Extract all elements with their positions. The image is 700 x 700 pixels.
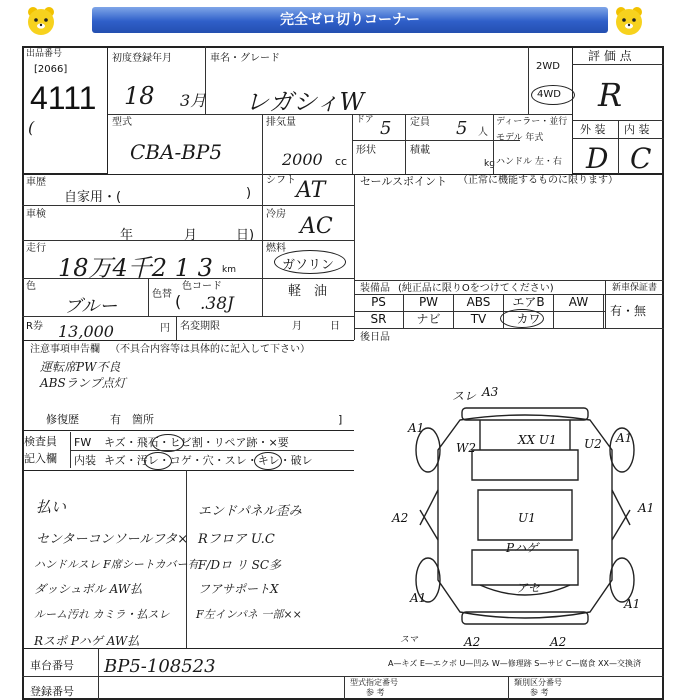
interior-circle-2 (254, 452, 282, 470)
bear-mascot-icon (24, 4, 58, 38)
displacement-unit: cc (335, 155, 348, 168)
color-change-paren: ( (175, 292, 182, 311)
fuel-oil: 油 (314, 284, 328, 299)
inspection-label: 車検 (26, 209, 46, 220)
diag-mark-suma: スマ (400, 635, 418, 645)
interior-item-label: 内装 (74, 454, 96, 467)
interior-circle-1 (144, 452, 172, 470)
banner-title: 完全ゼロ切りコーナー (92, 7, 608, 33)
type-label: 型式 (112, 117, 132, 128)
fw-items: キズ・飛石・ヒビ割・リペア跡・×要 (104, 436, 289, 449)
notes-label-note: （不具合内容等は具体的に記入して下さい） (110, 344, 310, 355)
lot-number: 4111 (30, 80, 97, 116)
repair-value: 有 (110, 413, 121, 426)
inspector-label-1: 検査員 (24, 435, 57, 448)
color-label: 色 (26, 281, 36, 292)
capacity-unit: 人 (478, 127, 488, 138)
category-ref: 参 考 (530, 688, 549, 697)
mileage-unit: km (222, 265, 236, 275)
new-warranty-label: 新車保証書 (612, 283, 658, 293)
inspection-month: 月 (184, 228, 198, 243)
inspection-year: 年 (120, 228, 134, 243)
diag-mark-u2: U2 (584, 437, 602, 451)
comment-left-1: 払い (36, 498, 67, 516)
chassis-label: 車台番号 (30, 659, 74, 672)
fw-label: FW (74, 436, 92, 449)
lot-label: 出品番号 (26, 49, 63, 59)
lot-code: [2066] (34, 64, 68, 75)
comment-right-4: フアサポートX (198, 582, 279, 596)
fuel-label: 燃料 (266, 243, 286, 254)
sales-label: セールスポイント (360, 175, 448, 188)
inspection-day: 日) (236, 228, 255, 243)
mileage-label: 走行 (26, 243, 46, 254)
equipment-item: AW (554, 294, 604, 311)
comment-right-2: Rフロア U.C (198, 532, 275, 547)
comment-left-5: ルーム汚れ カミラ・払スレ (34, 608, 170, 621)
diag-mark-a2-rear-left: A2 (464, 635, 481, 649)
color-change-label: 色替 (152, 289, 172, 300)
repair-label: 修復歴 (46, 413, 79, 426)
drive-2wd: 2WD (536, 61, 560, 72)
colorcode-value: .38J (200, 294, 234, 314)
diag-mark-sure: スレ (452, 389, 477, 403)
diag-mark-a1-rear-right: A1 (624, 597, 641, 611)
fuel-light: 軽 (288, 284, 302, 299)
displacement-label: 排気量 (266, 117, 296, 128)
inspector-label-2: 記入欄 (24, 452, 57, 465)
drive-4wd: 4WD (537, 89, 561, 100)
name-change-month: 月 (292, 321, 302, 332)
diag-mark-a1-front-left: A1 (408, 421, 425, 435)
shape-label: 形状 (356, 145, 376, 156)
equipment-item: SR (354, 311, 404, 328)
first-reg-year: 18 (124, 82, 155, 110)
sales-note: （正常に機能するものに限ります） (458, 175, 618, 186)
usage-label: 車歴 (26, 177, 46, 188)
displacement-value: 2000 (282, 150, 323, 169)
usage-value: 自家用・( (64, 190, 122, 205)
damage-legend: A—キズ E—エクボ U—凹み W—修理跡 S—サビ C—腐食 XX—交換済 (388, 659, 642, 668)
diag-mark-a2-left: A2 (392, 511, 409, 525)
recycle-unit: 円 (160, 323, 170, 334)
interior-label: 内 装 (624, 123, 650, 136)
lot-mark: ( (28, 118, 35, 137)
recycle-value: 13,000 (58, 322, 114, 341)
load-unit: kg (484, 159, 495, 169)
shift-value: AT (296, 178, 326, 203)
recycle-label: R券 (26, 321, 43, 332)
exterior-value: D (586, 142, 609, 175)
name-change-label: 名変期限 (180, 321, 220, 332)
handle-label: ハンドル 左・右 (496, 157, 562, 167)
diag-mark-a1-front-right: A1 (616, 431, 633, 445)
post-inspection-label: 後日品 (360, 332, 390, 343)
door-label: ドア (356, 115, 374, 125)
equipment-note: (純正品に限りOをつけてください) (398, 283, 554, 294)
model-label: 車名・グレード (210, 53, 280, 64)
diag-mark-a1-right: A1 (638, 501, 655, 515)
diag-mark-w2: W2 (456, 441, 476, 455)
diag-mark-u1-center: U1 (518, 511, 536, 525)
shift-label: シフト (266, 175, 296, 186)
capacity-label: 定員 (410, 117, 430, 128)
diag-mark-a1-rear-left: A1 (410, 591, 427, 605)
diag-mark-a2-rear-right: A2 (550, 635, 567, 649)
warranty-value: 有・無 (610, 304, 647, 318)
capacity-value: 5 (456, 118, 468, 139)
designated-label: 型式指定番号 (350, 678, 398, 687)
comment-left-2: センターコンソールフタ× (36, 532, 189, 547)
equipment-item (554, 311, 604, 328)
comment-left-3: ハンドルスレ F席シートカバー有 (34, 558, 199, 571)
bear-mascot-icon (612, 4, 646, 38)
equipment-item: ABS (454, 294, 504, 311)
first-reg-month: 3月 (180, 91, 207, 110)
interior-value: C (630, 142, 652, 175)
door-value: 5 (380, 118, 392, 139)
diag-mark-a3: A3 (482, 385, 499, 399)
aircon-label: 冷房 (266, 209, 286, 220)
type-value: CBA-BP5 (130, 140, 223, 164)
name-change-day: 日 (330, 321, 340, 332)
diag-mark-phage: Pハゲ (506, 541, 539, 555)
color-value: ブルー (64, 296, 118, 317)
car-damage-diagram (390, 380, 660, 650)
chassis-value: BP5-108523 (104, 656, 216, 677)
reg-label: 登録番号 (30, 685, 74, 698)
comment-left-4: ダッシュボル AW払 (34, 582, 143, 596)
equipment-item: エアB (504, 294, 554, 311)
diag-mark-ase: アセ (516, 581, 540, 595)
repair-area: 箇所 (132, 413, 154, 426)
equipment-item: TV (454, 311, 504, 328)
equipment-item: カワ (504, 311, 554, 328)
first-reg-label: 初度登録年月 (112, 53, 172, 64)
category-label: 類別区分番号 (514, 678, 562, 687)
equipment-item: ナビ (404, 311, 454, 328)
usage-close: ) (246, 186, 252, 201)
equipment-label: 装備品 (360, 283, 390, 294)
model-value: レガシィW (245, 88, 365, 116)
comment-left-6: Rスポ Pハゲ AW払 (34, 634, 140, 648)
exterior-label: 外 装 (580, 123, 606, 136)
load-label: 積載 (410, 145, 430, 156)
fuel-value: ガソリン (282, 258, 335, 273)
equipment-item: PW (404, 294, 454, 311)
rating-value: R (598, 76, 623, 114)
mileage-value: 18万4千2 1 3 (58, 254, 213, 282)
dealer-label: ディーラー・並行 (496, 117, 568, 127)
interior-items: キズ・汚レ・コゲ・穴・スレ・キレ・破レ (104, 454, 313, 467)
notes-label: 注意事項申告欄 (30, 344, 100, 355)
notes-line-1: 運転席PW不良 (40, 360, 121, 374)
comment-right-3: F/Dロ リ SC多 (198, 558, 282, 572)
aircon-value: AC (300, 214, 333, 239)
kawa-circle (500, 309, 544, 328)
designated-ref: 参 考 (366, 688, 385, 697)
comment-right-5: F左インパネ 一部×× (196, 608, 302, 621)
diag-mark-xx-u1: XX U1 (518, 433, 557, 447)
repair-close: ] (338, 413, 343, 426)
rating-label: 評 価 点 (588, 49, 632, 63)
comment-right-1: エンドパネル歪み (198, 504, 302, 519)
model-year-label: モデル 年式 (496, 133, 544, 143)
notes-line-2: ABSランプ点灯 (40, 376, 126, 390)
equipment-item: PS (354, 294, 404, 311)
colorcode-label: 色コード (182, 281, 222, 292)
